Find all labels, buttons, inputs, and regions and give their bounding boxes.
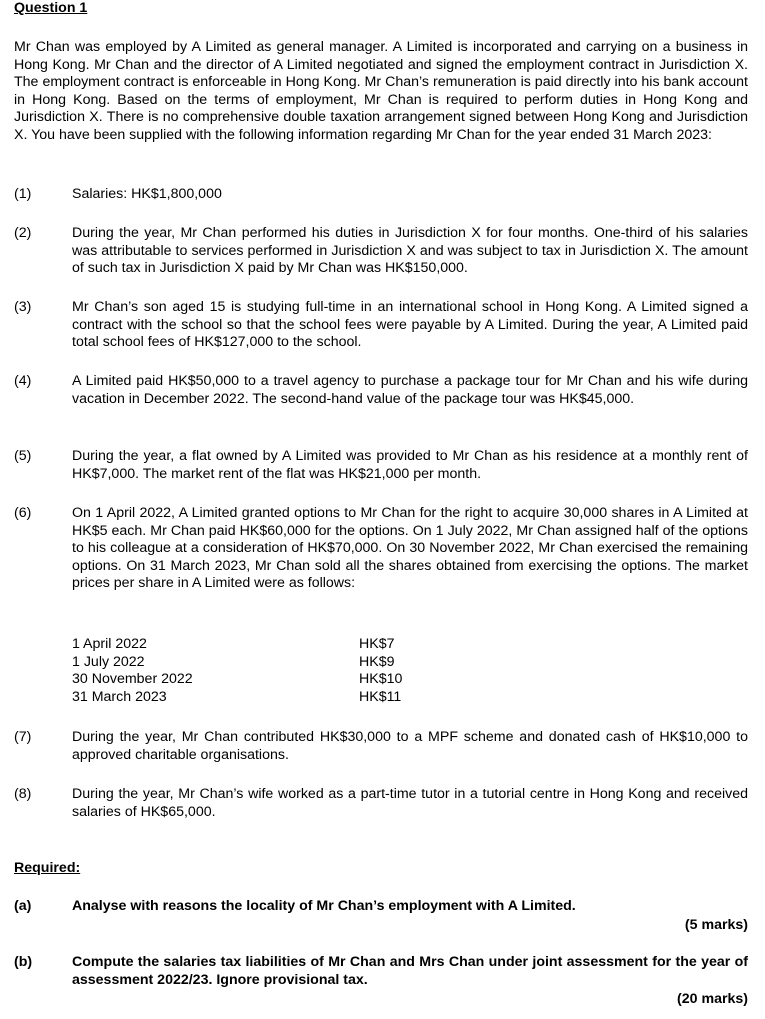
table-row <box>72 689 472 707</box>
table-row <box>72 671 472 689</box>
question-label: (b) <box>14 954 33 970</box>
item-number: (2) <box>14 225 32 241</box>
item-text: During the year, a flat owned by A Limited was provided to Mr Chan as his residence at a monthly rent of HK$7,000. The market rent of the flat was HK$21,000 per month. <box>72 448 748 482</box>
question-title: Question 1 <box>14 0 88 16</box>
market-price-table <box>72 636 472 706</box>
item-text: Salaries: HK$1,800,000 <box>72 186 222 202</box>
item-number: (6) <box>14 505 32 521</box>
price-value: HK$9 <box>359 653 395 670</box>
price-value: HK$10 <box>359 671 403 688</box>
item-number: (8) <box>14 786 32 802</box>
price-date: 1 July 2022 <box>72 653 145 670</box>
item-number: (3) <box>14 299 32 315</box>
item-text: During the year, Mr Chan performed his duties in Jurisdiction X for four months. One-third of his salaries was attributable to services performed in Jurisdiction X and was subject to tax in Jurisdiction X. The amount of such tax in Jurisdiction X paid by Mr Chan was HK$150,000. <box>72 225 748 277</box>
question-text: Analyse with reasons the locality of Mr Chan’s employment with A Limited. <box>72 898 576 914</box>
question-text: Compute the salaries tax liabilities of Mr Chan and Mrs Chan under joint assessment for the year of assessment 2022/23. Ignore provisional tax. <box>72 954 748 988</box>
price-date: 31 March 2023 <box>72 688 167 705</box>
item-text: During the year, Mr Chan’s wife worked as a part-time tutor in a tutorial centre in Hong Kong and received salaries of HK$65,000. <box>72 786 748 820</box>
item-number: (1) <box>14 186 32 202</box>
price-value: HK$11 <box>359 688 402 705</box>
table-row <box>72 654 472 672</box>
price-date: 1 April 2022 <box>72 636 147 652</box>
item-text: Mr Chan’s son aged 15 is studying full-time in an international school in Hong Kong. A Limited signed a contract with the school so that the school fees were payable by A Limited. During the year, A Limited paid total school fees of HK$127,000 to the school. <box>72 299 748 351</box>
item-text: During the year, Mr Chan contributed HK$30,000 to a MPF scheme and donated cash of HK$10,000 to approved charitable organisations. <box>72 729 748 763</box>
required-heading: Required: <box>14 860 81 876</box>
price-date: 30 November 2022 <box>72 671 193 688</box>
item-text: On 1 April 2022, A Limited granted options to Mr Chan for the right to acquire 30,000 shares in A Limited at HK$5 each. Mr Chan paid HK$60,000 for the options. On 1 July 2022, Mr Chan assigned half of the options to his colleague at a consideration of HK$70,000. On 30 November 2022, Mr Chan exercised the remaining options. On 31 March 2023, Mr Chan sold all the shares obtained from exercising the options. The market prices per share in A Limited were as follows: <box>72 505 748 592</box>
item-number: (7) <box>14 729 32 745</box>
question-label: (a) <box>14 898 32 914</box>
marks-b: (20 marks) <box>677 991 748 1007</box>
item-number: (5) <box>14 448 32 464</box>
price-value: HK$7 <box>359 636 395 652</box>
marks-a: (5 marks) <box>684 917 748 933</box>
intro-paragraph: Mr Chan was employed by A Limited as general manager. A Limited is incorporated and carrying on a business in Hong Kong. Mr Chan and the director of A Limited negotiated and signed the employment contract in Jurisdiction X. The employment contract is enforceable in Hong Kong. Mr Chan’s remuneration is paid directly into his bank account in Hong Kong. Based on the terms of employment, Mr Chan is required to perform duties in Hong Kong and Jurisdiction X. There is no comprehensive double taxation arrangement signed between Hong Kong and Jurisdiction X. You have been supplied with the following information regarding Mr Chan for the year ended 31 March 2023: <box>14 39 748 143</box>
item-text: A Limited paid HK$50,000 to a travel agency to purchase a package tour for Mr Chan and his wife during vacation in December 2022. The second-hand value of the package tour was HK$45,000. <box>72 373 748 407</box>
item-number: (4) <box>14 373 32 389</box>
table-row <box>72 636 472 654</box>
